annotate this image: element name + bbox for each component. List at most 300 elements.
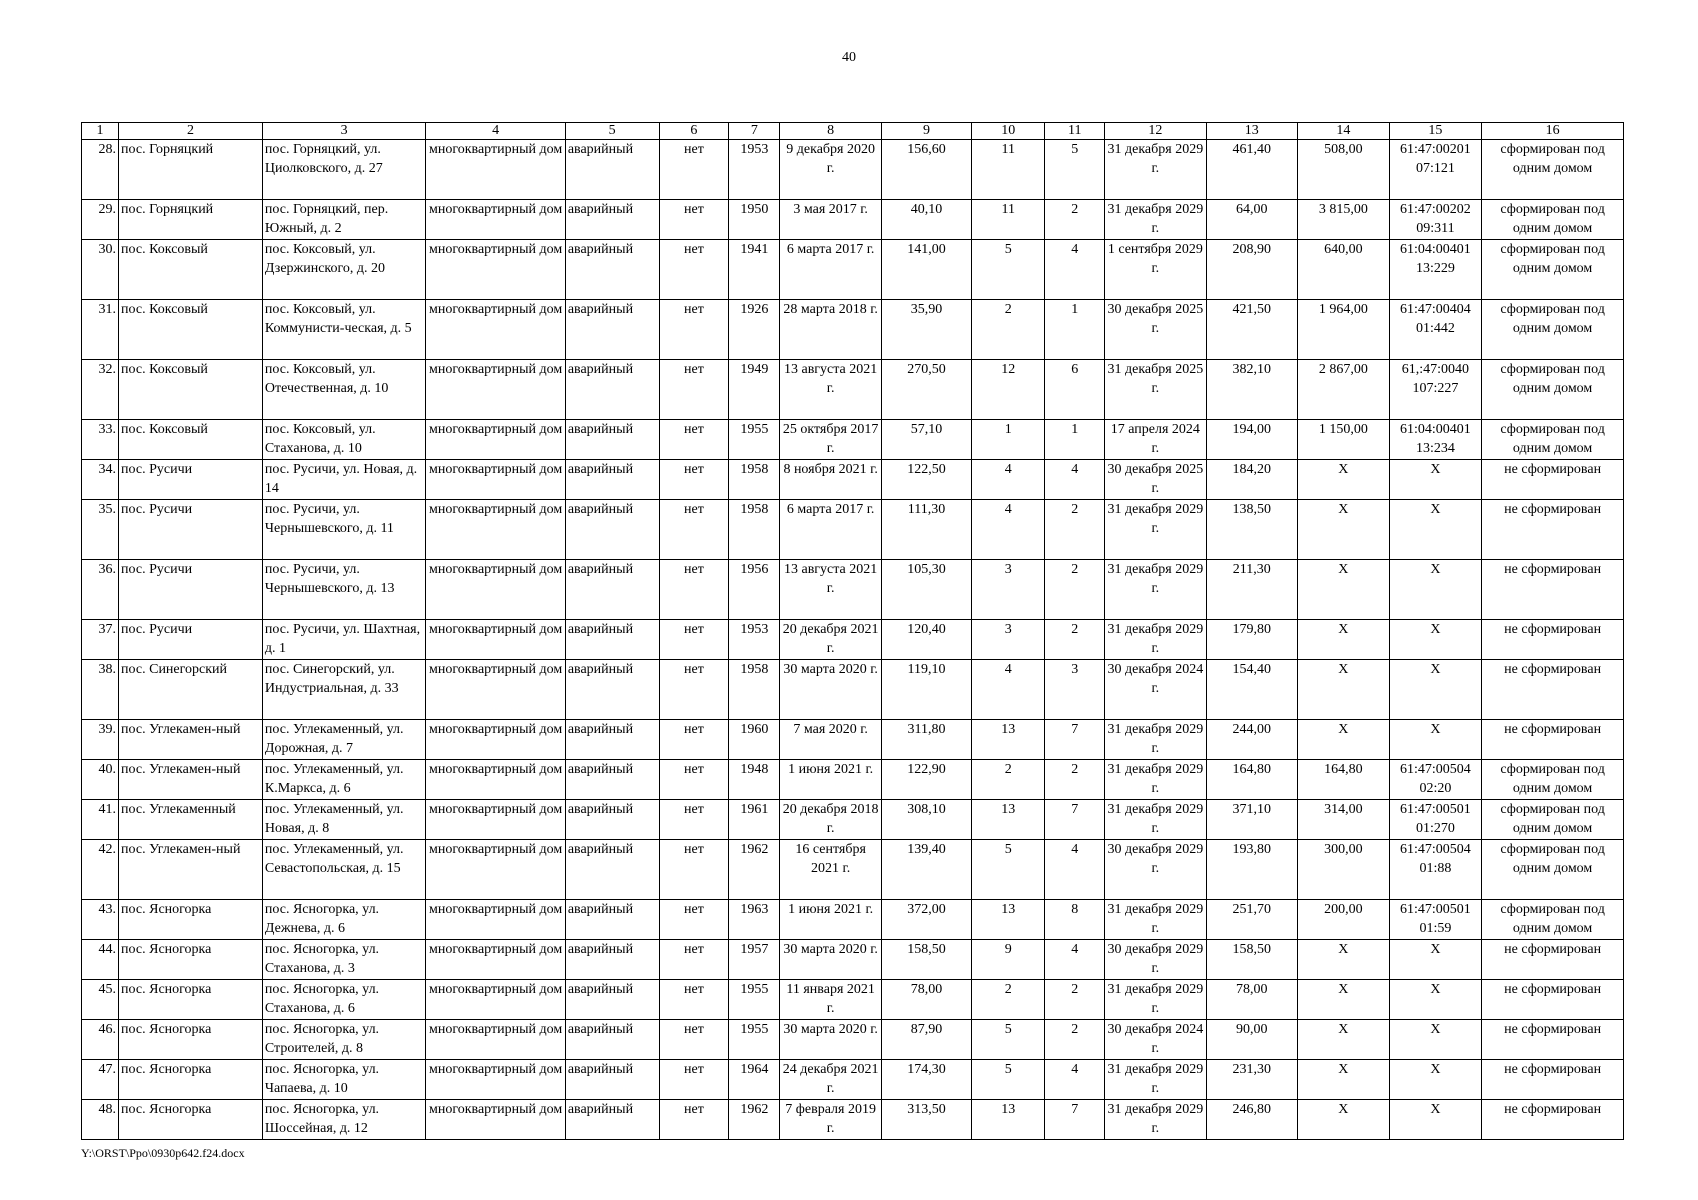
table-row (82, 720, 1624, 760)
table-row (82, 1100, 1624, 1140)
row-number: 42. (82, 840, 119, 900)
settlement-cell: пос. Коксовый (119, 360, 263, 420)
column-number: 12 (1105, 123, 1206, 140)
table-row (82, 760, 1624, 800)
column-11-cell: 4 (1045, 460, 1105, 500)
deadline-cell: 31 декабря 2029 г. (1105, 620, 1206, 660)
cadastral-number-cell: Х (1389, 1060, 1482, 1100)
area-cell: 105,30 (881, 560, 971, 620)
land-plot-status-cell: не сформирован (1482, 980, 1624, 1020)
column-6-cell: нет (659, 800, 729, 840)
address-cell: пос. Коксовый, ул. Отечественная, д. 10 (262, 360, 425, 420)
building-type-cell: многоквартирный дом (426, 800, 565, 840)
deadline-cell: 30 декабря 2029 г. (1105, 840, 1206, 900)
row-number: 31. (82, 300, 119, 360)
column-number: 16 (1482, 123, 1624, 140)
table-row (82, 840, 1624, 900)
column-6-cell: нет (659, 1100, 729, 1140)
column-14-cell: Х (1298, 980, 1390, 1020)
address-cell: пос. Ясногорка, ул. Стаханова, д. 6 (262, 980, 425, 1020)
column-6-cell: нет (659, 560, 729, 620)
building-type-cell: многоквартирный дом (426, 300, 565, 360)
table-row (82, 460, 1624, 500)
column-10-cell: 3 (972, 560, 1045, 620)
column-13-cell: 138,50 (1206, 500, 1298, 560)
condition-cell: аварийный (565, 720, 659, 760)
row-number: 43. (82, 900, 119, 940)
settlement-cell: пос. Углекаменный (119, 800, 263, 840)
deadline-cell: 30 декабря 2025 г. (1105, 460, 1206, 500)
deadline-cell: 30 декабря 2024 г. (1105, 660, 1206, 720)
column-14-cell: 640,00 (1298, 240, 1390, 300)
settlement-cell: пос. Горняцкий (119, 140, 263, 200)
column-14-cell: Х (1298, 560, 1390, 620)
area-cell: 57,10 (881, 420, 971, 460)
building-type-cell: многоквартирный дом (426, 900, 565, 940)
building-type-cell: многоквартирный дом (426, 1100, 565, 1140)
year-built-cell: 1955 (729, 980, 780, 1020)
recognition-date-cell: 8 ноября 2021 г. (780, 460, 881, 500)
deadline-cell: 31 декабря 2029 г. (1105, 500, 1206, 560)
column-6-cell: нет (659, 300, 729, 360)
address-cell: пос. Углекаменный, ул. Дорожная, д. 7 (262, 720, 425, 760)
column-11-cell: 2 (1045, 1020, 1105, 1060)
column-14-cell: 164,80 (1298, 760, 1390, 800)
recognition-date-cell: 24 декабря 2021 г. (780, 1060, 881, 1100)
row-number: 47. (82, 1060, 119, 1100)
row-number: 34. (82, 460, 119, 500)
column-10-cell: 11 (972, 140, 1045, 200)
cadastral-number-cell: Х (1389, 460, 1482, 500)
column-10-cell: 9 (972, 940, 1045, 980)
column-6-cell: нет (659, 240, 729, 300)
table-row (82, 980, 1624, 1020)
column-6-cell: нет (659, 620, 729, 660)
deadline-cell: 30 декабря 2024 г. (1105, 1020, 1206, 1060)
cadastral-number-cell: Х (1389, 1100, 1482, 1140)
area-cell: 270,50 (881, 360, 971, 420)
building-type-cell: многоквартирный дом (426, 140, 565, 200)
column-10-cell: 3 (972, 620, 1045, 660)
cadastral-number-cell: Х (1389, 660, 1482, 720)
condition-cell: аварийный (565, 900, 659, 940)
cadastral-number-cell: 61:47:00501 01:59 (1389, 900, 1482, 940)
column-6-cell: нет (659, 660, 729, 720)
condition-cell: аварийный (565, 660, 659, 720)
settlement-cell: пос. Углекамен-ный (119, 720, 263, 760)
column-13-cell: 78,00 (1206, 980, 1298, 1020)
deadline-cell: 31 декабря 2029 г. (1105, 800, 1206, 840)
cadastral-number-cell: 61:47:00504 02:20 (1389, 760, 1482, 800)
recognition-date-cell: 7 февраля 2019 г. (780, 1100, 881, 1140)
column-10-cell: 4 (972, 660, 1045, 720)
address-cell: пос. Ясногорка, ул. Шоссейная, д. 12 (262, 1100, 425, 1140)
column-14-cell: Х (1298, 660, 1390, 720)
address-cell: пос. Углекаменный, ул. Севастопольская, д. 15 (262, 840, 425, 900)
column-10-cell: 1 (972, 420, 1045, 460)
column-6-cell: нет (659, 500, 729, 560)
area-cell: 87,90 (881, 1020, 971, 1060)
address-cell: пос. Русичи, ул. Чернышевского, д. 11 (262, 500, 425, 560)
row-number: 37. (82, 620, 119, 660)
column-14-cell: 300,00 (1298, 840, 1390, 900)
deadline-cell: 31 декабря 2029 г. (1105, 720, 1206, 760)
year-built-cell: 1953 (729, 140, 780, 200)
address-cell: пос. Углекаменный, ул. Новая, д. 8 (262, 800, 425, 840)
column-number: 4 (426, 123, 565, 140)
column-13-cell: 461,40 (1206, 140, 1298, 200)
year-built-cell: 1950 (729, 200, 780, 240)
table-row (82, 360, 1624, 420)
column-13-cell: 90,00 (1206, 1020, 1298, 1060)
condition-cell: аварийный (565, 980, 659, 1020)
column-10-cell: 5 (972, 840, 1045, 900)
recognition-date-cell: 6 марта 2017 г. (780, 240, 881, 300)
land-plot-status-cell: сформирован под одним домом (1482, 760, 1624, 800)
condition-cell: аварийный (565, 240, 659, 300)
column-number: 8 (780, 123, 881, 140)
settlement-cell: пос. Ясногорка (119, 900, 263, 940)
table-row (82, 900, 1624, 940)
building-type-cell: многоквартирный дом (426, 720, 565, 760)
recognition-date-cell: 13 августа 2021 г. (780, 360, 881, 420)
land-plot-status-cell: сформирован под одним домом (1482, 240, 1624, 300)
recognition-date-cell: 6 марта 2017 г. (780, 500, 881, 560)
deadline-cell: 31 декабря 2029 г. (1105, 900, 1206, 940)
column-11-cell: 7 (1045, 1100, 1105, 1140)
cadastral-number-cell: 61:47:00202 09:311 (1389, 200, 1482, 240)
address-cell: пос. Горняцкий, пер. Южный, д. 2 (262, 200, 425, 240)
building-type-cell: многоквартирный дом (426, 940, 565, 980)
column-13-cell: 231,30 (1206, 1060, 1298, 1100)
cadastral-number-cell: 61:47:00504 01:88 (1389, 840, 1482, 900)
column-10-cell: 2 (972, 300, 1045, 360)
column-13-cell: 64,00 (1206, 200, 1298, 240)
recognition-date-cell: 1 июня 2021 г. (780, 760, 881, 800)
land-plot-status-cell: не сформирован (1482, 1100, 1624, 1140)
deadline-cell: 31 декабря 2029 г. (1105, 140, 1206, 200)
column-14-cell: 200,00 (1298, 900, 1390, 940)
area-cell: 141,00 (881, 240, 971, 300)
deadline-cell: 31 декабря 2029 г. (1105, 760, 1206, 800)
deadline-cell: 31 декабря 2029 г. (1105, 980, 1206, 1020)
settlement-cell: пос. Ясногорка (119, 1020, 263, 1060)
recognition-date-cell: 30 марта 2020 г. (780, 1020, 881, 1060)
column-11-cell: 2 (1045, 760, 1105, 800)
column-number-row (82, 123, 1624, 140)
column-13-cell: 211,30 (1206, 560, 1298, 620)
row-number: 44. (82, 940, 119, 980)
table-row (82, 420, 1624, 460)
address-cell: пос. Ясногорка, ул. Чапаева, д. 10 (262, 1060, 425, 1100)
column-13-cell: 382,10 (1206, 360, 1298, 420)
land-plot-status-cell: сформирован под одним домом (1482, 200, 1624, 240)
address-cell: пос. Горняцкий, ул. Циолковского, д. 27 (262, 140, 425, 200)
area-cell: 372,00 (881, 900, 971, 940)
year-built-cell: 1958 (729, 500, 780, 560)
land-plot-status-cell: сформирован под одним домом (1482, 360, 1624, 420)
column-11-cell: 4 (1045, 940, 1105, 980)
year-built-cell: 1960 (729, 720, 780, 760)
building-type-cell: многоквартирный дом (426, 620, 565, 660)
year-built-cell: 1949 (729, 360, 780, 420)
row-number: 39. (82, 720, 119, 760)
column-11-cell: 1 (1045, 420, 1105, 460)
column-10-cell: 5 (972, 1020, 1045, 1060)
deadline-cell: 1 сентября 2029 г. (1105, 240, 1206, 300)
condition-cell: аварийный (565, 200, 659, 240)
year-built-cell: 1955 (729, 1020, 780, 1060)
column-11-cell: 2 (1045, 980, 1105, 1020)
cadastral-number-cell: Х (1389, 940, 1482, 980)
building-type-cell: многоквартирный дом (426, 460, 565, 500)
column-13-cell: 194,00 (1206, 420, 1298, 460)
column-number: 2 (119, 123, 263, 140)
building-type-cell: многоквартирный дом (426, 660, 565, 720)
column-6-cell: нет (659, 940, 729, 980)
column-13-cell: 164,80 (1206, 760, 1298, 800)
row-number: 30. (82, 240, 119, 300)
condition-cell: аварийный (565, 1020, 659, 1060)
deadline-cell: 17 апреля 2024 г. (1105, 420, 1206, 460)
table-row (82, 140, 1624, 200)
column-number: 6 (659, 123, 729, 140)
table-row (82, 240, 1624, 300)
land-plot-status-cell: не сформирован (1482, 1060, 1624, 1100)
condition-cell: аварийный (565, 620, 659, 660)
year-built-cell: 1964 (729, 1060, 780, 1100)
row-number: 35. (82, 500, 119, 560)
address-cell: пос. Коксовый, ул. Стаханова, д. 10 (262, 420, 425, 460)
land-plot-status-cell: сформирован под одним домом (1482, 900, 1624, 940)
column-10-cell: 2 (972, 760, 1045, 800)
column-number: 10 (972, 123, 1045, 140)
land-plot-status-cell: не сформирован (1482, 460, 1624, 500)
column-14-cell: Х (1298, 500, 1390, 560)
table-row (82, 300, 1624, 360)
row-number: 32. (82, 360, 119, 420)
deadline-cell: 31 декабря 2029 г. (1105, 200, 1206, 240)
column-11-cell: 8 (1045, 900, 1105, 940)
column-number: 14 (1298, 123, 1390, 140)
column-6-cell: нет (659, 200, 729, 240)
address-cell: пос. Коксовый, ул. Дзержинского, д. 20 (262, 240, 425, 300)
column-number: 9 (881, 123, 971, 140)
settlement-cell: пос. Русичи (119, 620, 263, 660)
deadline-cell: 31 декабря 2029 г. (1105, 560, 1206, 620)
column-number: 7 (729, 123, 780, 140)
column-11-cell: 6 (1045, 360, 1105, 420)
cadastral-number-cell: Х (1389, 720, 1482, 760)
column-14-cell: Х (1298, 720, 1390, 760)
column-13-cell: 421,50 (1206, 300, 1298, 360)
column-6-cell: нет (659, 720, 729, 760)
settlement-cell: пос. Ясногорка (119, 980, 263, 1020)
area-cell: 156,60 (881, 140, 971, 200)
cadastral-number-cell: 61:04:00401 13:234 (1389, 420, 1482, 460)
condition-cell: аварийный (565, 140, 659, 200)
column-number: 13 (1206, 123, 1298, 140)
column-number: 3 (262, 123, 425, 140)
table-row (82, 560, 1624, 620)
column-14-cell: Х (1298, 940, 1390, 980)
settlement-cell: пос. Синегорский (119, 660, 263, 720)
column-number: 1 (82, 123, 119, 140)
condition-cell: аварийный (565, 300, 659, 360)
address-cell: пос. Ясногорка, ул. Строителей, д. 8 (262, 1020, 425, 1060)
housing-table (81, 122, 1624, 1140)
column-6-cell: нет (659, 1020, 729, 1060)
deadline-cell: 31 декабря 2029 г. (1105, 1100, 1206, 1140)
land-plot-status-cell: не сформирован (1482, 500, 1624, 560)
row-number: 33. (82, 420, 119, 460)
area-cell: 120,40 (881, 620, 971, 660)
condition-cell: аварийный (565, 1100, 659, 1140)
building-type-cell: многоквартирный дом (426, 360, 565, 420)
column-6-cell: нет (659, 460, 729, 500)
row-number: 41. (82, 800, 119, 840)
settlement-cell: пос. Ясногорка (119, 1060, 263, 1100)
column-14-cell: 2 867,00 (1298, 360, 1390, 420)
recognition-date-cell: 20 декабря 2021 г. (780, 620, 881, 660)
building-type-cell: многоквартирный дом (426, 500, 565, 560)
row-number: 28. (82, 140, 119, 200)
column-13-cell: 179,80 (1206, 620, 1298, 660)
column-6-cell: нет (659, 840, 729, 900)
area-cell: 122,50 (881, 460, 971, 500)
settlement-cell: пос. Коксовый (119, 240, 263, 300)
area-cell: 308,10 (881, 800, 971, 840)
row-number: 46. (82, 1020, 119, 1060)
area-cell: 313,50 (881, 1100, 971, 1140)
column-11-cell: 2 (1045, 620, 1105, 660)
cadastral-number-cell: Х (1389, 1020, 1482, 1060)
land-plot-status-cell: не сформирован (1482, 1020, 1624, 1060)
column-11-cell: 5 (1045, 140, 1105, 200)
building-type-cell: многоквартирный дом (426, 560, 565, 620)
address-cell: пос. Синегорский, ул. Индустриальная, д. 33 (262, 660, 425, 720)
table-body (82, 140, 1624, 1140)
column-11-cell: 4 (1045, 240, 1105, 300)
cadastral-number-cell: 61:47:00404 01:442 (1389, 300, 1482, 360)
column-11-cell: 4 (1045, 1060, 1105, 1100)
recognition-date-cell: 20 декабря 2018 г. (780, 800, 881, 840)
deadline-cell: 30 декабря 2025 г. (1105, 300, 1206, 360)
deadline-cell: 31 декабря 2025 г. (1105, 360, 1206, 420)
area-cell: 174,30 (881, 1060, 971, 1100)
address-cell: пос. Коксовый, ул. Коммунисти-ческая, д. 5 (262, 300, 425, 360)
year-built-cell: 1963 (729, 900, 780, 940)
condition-cell: аварийный (565, 1060, 659, 1100)
table-row (82, 1020, 1624, 1060)
address-cell: пос. Русичи, ул. Шахтная, д. 1 (262, 620, 425, 660)
land-plot-status-cell: сформирован под одним домом (1482, 300, 1624, 360)
column-14-cell: 508,00 (1298, 140, 1390, 200)
address-cell: пос. Ясногорка, ул. Дежнева, д. 6 (262, 900, 425, 940)
column-13-cell: 158,50 (1206, 940, 1298, 980)
column-14-cell: 3 815,00 (1298, 200, 1390, 240)
area-cell: 40,10 (881, 200, 971, 240)
column-13-cell: 208,90 (1206, 240, 1298, 300)
recognition-date-cell: 11 января 2021 г. (780, 980, 881, 1020)
cadastral-number-cell: 61:47:00501 01:270 (1389, 800, 1482, 840)
building-type-cell: многоквартирный дом (426, 980, 565, 1020)
settlement-cell: пос. Русичи (119, 500, 263, 560)
year-built-cell: 1941 (729, 240, 780, 300)
column-6-cell: нет (659, 760, 729, 800)
area-cell: 311,80 (881, 720, 971, 760)
page-number: 40 (842, 50, 856, 65)
column-10-cell: 2 (972, 980, 1045, 1020)
land-plot-status-cell: сформирован под одним домом (1482, 140, 1624, 200)
column-13-cell: 184,20 (1206, 460, 1298, 500)
year-built-cell: 1962 (729, 1100, 780, 1140)
column-14-cell: Х (1298, 460, 1390, 500)
year-built-cell: 1955 (729, 420, 780, 460)
year-built-cell: 1958 (729, 460, 780, 500)
recognition-date-cell: 9 декабря 2020 г. (780, 140, 881, 200)
land-plot-status-cell: сформирован под одним домом (1482, 800, 1624, 840)
condition-cell: аварийный (565, 420, 659, 460)
area-cell: 119,10 (881, 660, 971, 720)
cadastral-number-cell: Х (1389, 500, 1482, 560)
building-type-cell: многоквартирный дом (426, 240, 565, 300)
condition-cell: аварийный (565, 360, 659, 420)
building-type-cell: многоквартирный дом (426, 760, 565, 800)
building-type-cell: многоквартирный дом (426, 420, 565, 460)
recognition-date-cell: 3 мая 2017 г. (780, 200, 881, 240)
column-10-cell: 4 (972, 500, 1045, 560)
recognition-date-cell: 30 марта 2020 г. (780, 660, 881, 720)
land-plot-status-cell: сформирован под одним домом (1482, 420, 1624, 460)
recognition-date-cell: 16 сентября 2021 г. (780, 840, 881, 900)
year-built-cell: 1961 (729, 800, 780, 840)
column-14-cell: Х (1298, 620, 1390, 660)
recognition-date-cell: 25 октября 2017 г. (780, 420, 881, 460)
settlement-cell: пос. Русичи (119, 460, 263, 500)
row-number: 36. (82, 560, 119, 620)
row-number: 38. (82, 660, 119, 720)
column-14-cell: Х (1298, 1100, 1390, 1140)
settlement-cell: пос. Горняцкий (119, 200, 263, 240)
area-cell: 78,00 (881, 980, 971, 1020)
deadline-cell: 30 декабря 2029 г. (1105, 940, 1206, 980)
column-13-cell: 244,00 (1206, 720, 1298, 760)
address-cell: пос. Русичи, ул. Чернышевского, д. 13 (262, 560, 425, 620)
year-built-cell: 1957 (729, 940, 780, 980)
address-cell: пос. Русичи, ул. Новая, д. 14 (262, 460, 425, 500)
condition-cell: аварийный (565, 840, 659, 900)
land-plot-status-cell: не сформирован (1482, 560, 1624, 620)
column-14-cell: 314,00 (1298, 800, 1390, 840)
year-built-cell: 1948 (729, 760, 780, 800)
area-cell: 122,90 (881, 760, 971, 800)
table-row (82, 500, 1624, 560)
column-10-cell: 13 (972, 1100, 1045, 1140)
column-10-cell: 13 (972, 720, 1045, 760)
settlement-cell: пос. Ясногорка (119, 1100, 263, 1140)
table-row (82, 620, 1624, 660)
column-6-cell: нет (659, 360, 729, 420)
building-type-cell: многоквартирный дом (426, 1020, 565, 1060)
cadastral-number-cell: 61,:47:0040 107:227 (1389, 360, 1482, 420)
column-11-cell: 3 (1045, 660, 1105, 720)
column-number: 11 (1045, 123, 1105, 140)
area-cell: 158,50 (881, 940, 971, 980)
row-number: 48. (82, 1100, 119, 1140)
year-built-cell: 1962 (729, 840, 780, 900)
column-10-cell: 11 (972, 200, 1045, 240)
